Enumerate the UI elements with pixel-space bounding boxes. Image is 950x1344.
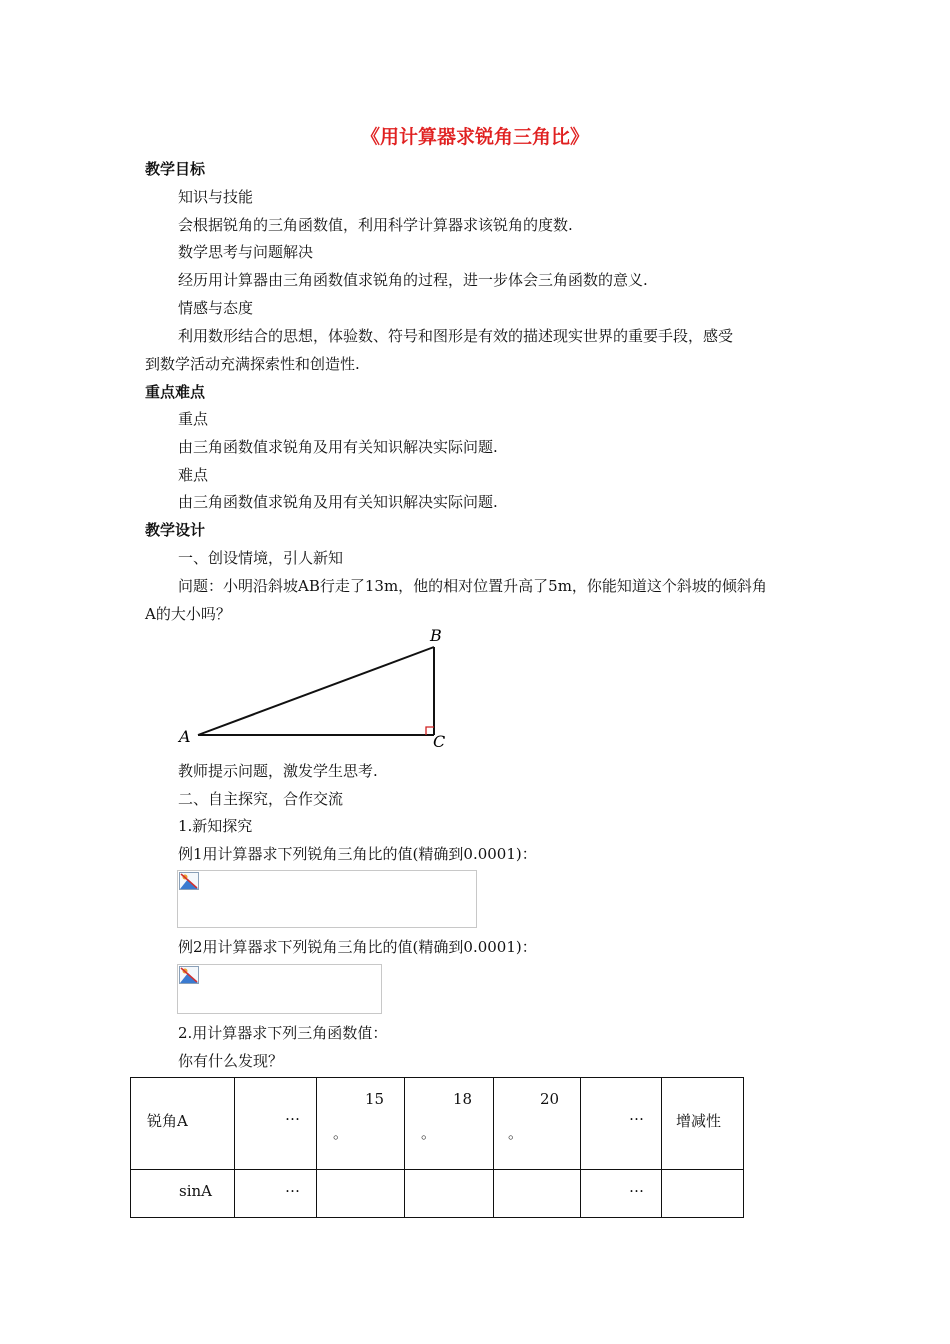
para-thinking-text: 经历用计算器由三角函数值求锐角的过程，进一步体会三角函数的意义. <box>178 271 648 289</box>
label-a: A <box>179 727 191 746</box>
broken-image-icon <box>179 872 199 890</box>
cell-trend-label: 增减性 <box>676 1112 722 1130</box>
broken-image-icon <box>179 966 199 984</box>
para-key-text: 由三角函数值求锐角及用有关知识解决实际问题. <box>178 438 498 456</box>
heading-design: 教学设计 <box>145 521 206 539</box>
label-b: B <box>430 626 442 645</box>
cell-angle-label: 锐角A <box>147 1112 188 1130</box>
table-row <box>131 1170 744 1218</box>
triangle-figure <box>170 625 460 755</box>
cell-sin-label: sinA <box>179 1182 212 1200</box>
para-attitude-text-2: 到数学活动充满探索性和创造性. <box>145 355 360 373</box>
cell-angle-18: 18 <box>453 1090 473 1108</box>
para-step-1: 一、创设情境，引人新知 <box>178 549 344 567</box>
cell-ellipsis: … <box>629 1106 644 1124</box>
broken-image-2 <box>177 964 382 1014</box>
cell-angle-20: 20 <box>540 1090 560 1108</box>
heading-objectives: 教学目标 <box>145 160 206 178</box>
para-example-1: 例1用计算器求下列锐角三角比的值(精确到0.0001)： <box>178 845 537 863</box>
cell-ellipsis: … <box>629 1178 644 1196</box>
para-teacher: 教师提示问题，激发学生思考. <box>178 762 378 780</box>
broken-image-1 <box>177 870 477 928</box>
degree-mark: 。 <box>333 1124 349 1142</box>
para-knowledge: 知识与技能 <box>178 188 254 206</box>
para-discovery: 你有什么发现？ <box>178 1052 284 1070</box>
doc-title: 《用计算器求锐角三角比》 <box>360 126 589 148</box>
para-key: 重点 <box>178 410 209 428</box>
para-problem-2: A的大小吗？ <box>145 605 231 623</box>
para-problem-1: 问题：小明沿斜坡AB行走了13m，他的相对位置升高了5m，你能知道这个斜坡的倾斜角 <box>178 577 767 595</box>
para-difficult: 难点 <box>178 466 209 484</box>
sine-table <box>130 1077 744 1218</box>
label-c: C <box>433 732 446 751</box>
para-attitude: 情感与态度 <box>178 299 254 317</box>
para-attitude-text-1: 利用数形结合的思想，体验数、符号和图形是有效的描述现实世界的重要手段，感受 <box>178 327 734 345</box>
heading-key-points: 重点难点 <box>145 383 206 401</box>
table-row <box>131 1078 744 1170</box>
para-step-2: 二、自主探究，合作交流 <box>178 790 344 808</box>
para-thinking: 数学思考与问题解决 <box>178 243 314 261</box>
degree-mark: 。 <box>508 1124 524 1142</box>
para-knowledge-text: 会根据锐角的三角函数值，利用科学计算器求该锐角的度数. <box>178 216 573 234</box>
para-question-2: 2.用计算器求下列三角函数值： <box>178 1024 388 1042</box>
para-difficult-text: 由三角函数值求锐角及用有关知识解决实际问题. <box>178 493 498 511</box>
cell-ellipsis: … <box>285 1106 300 1124</box>
para-example-2: 例2用计算器求下列锐角三角比的值(精确到0.0001)： <box>178 938 537 956</box>
degree-mark: 。 <box>421 1124 437 1142</box>
para-new-knowledge: 1.新知探究 <box>178 817 253 835</box>
cell-angle-15: 15 <box>365 1090 385 1108</box>
cell-ellipsis: … <box>285 1178 300 1196</box>
